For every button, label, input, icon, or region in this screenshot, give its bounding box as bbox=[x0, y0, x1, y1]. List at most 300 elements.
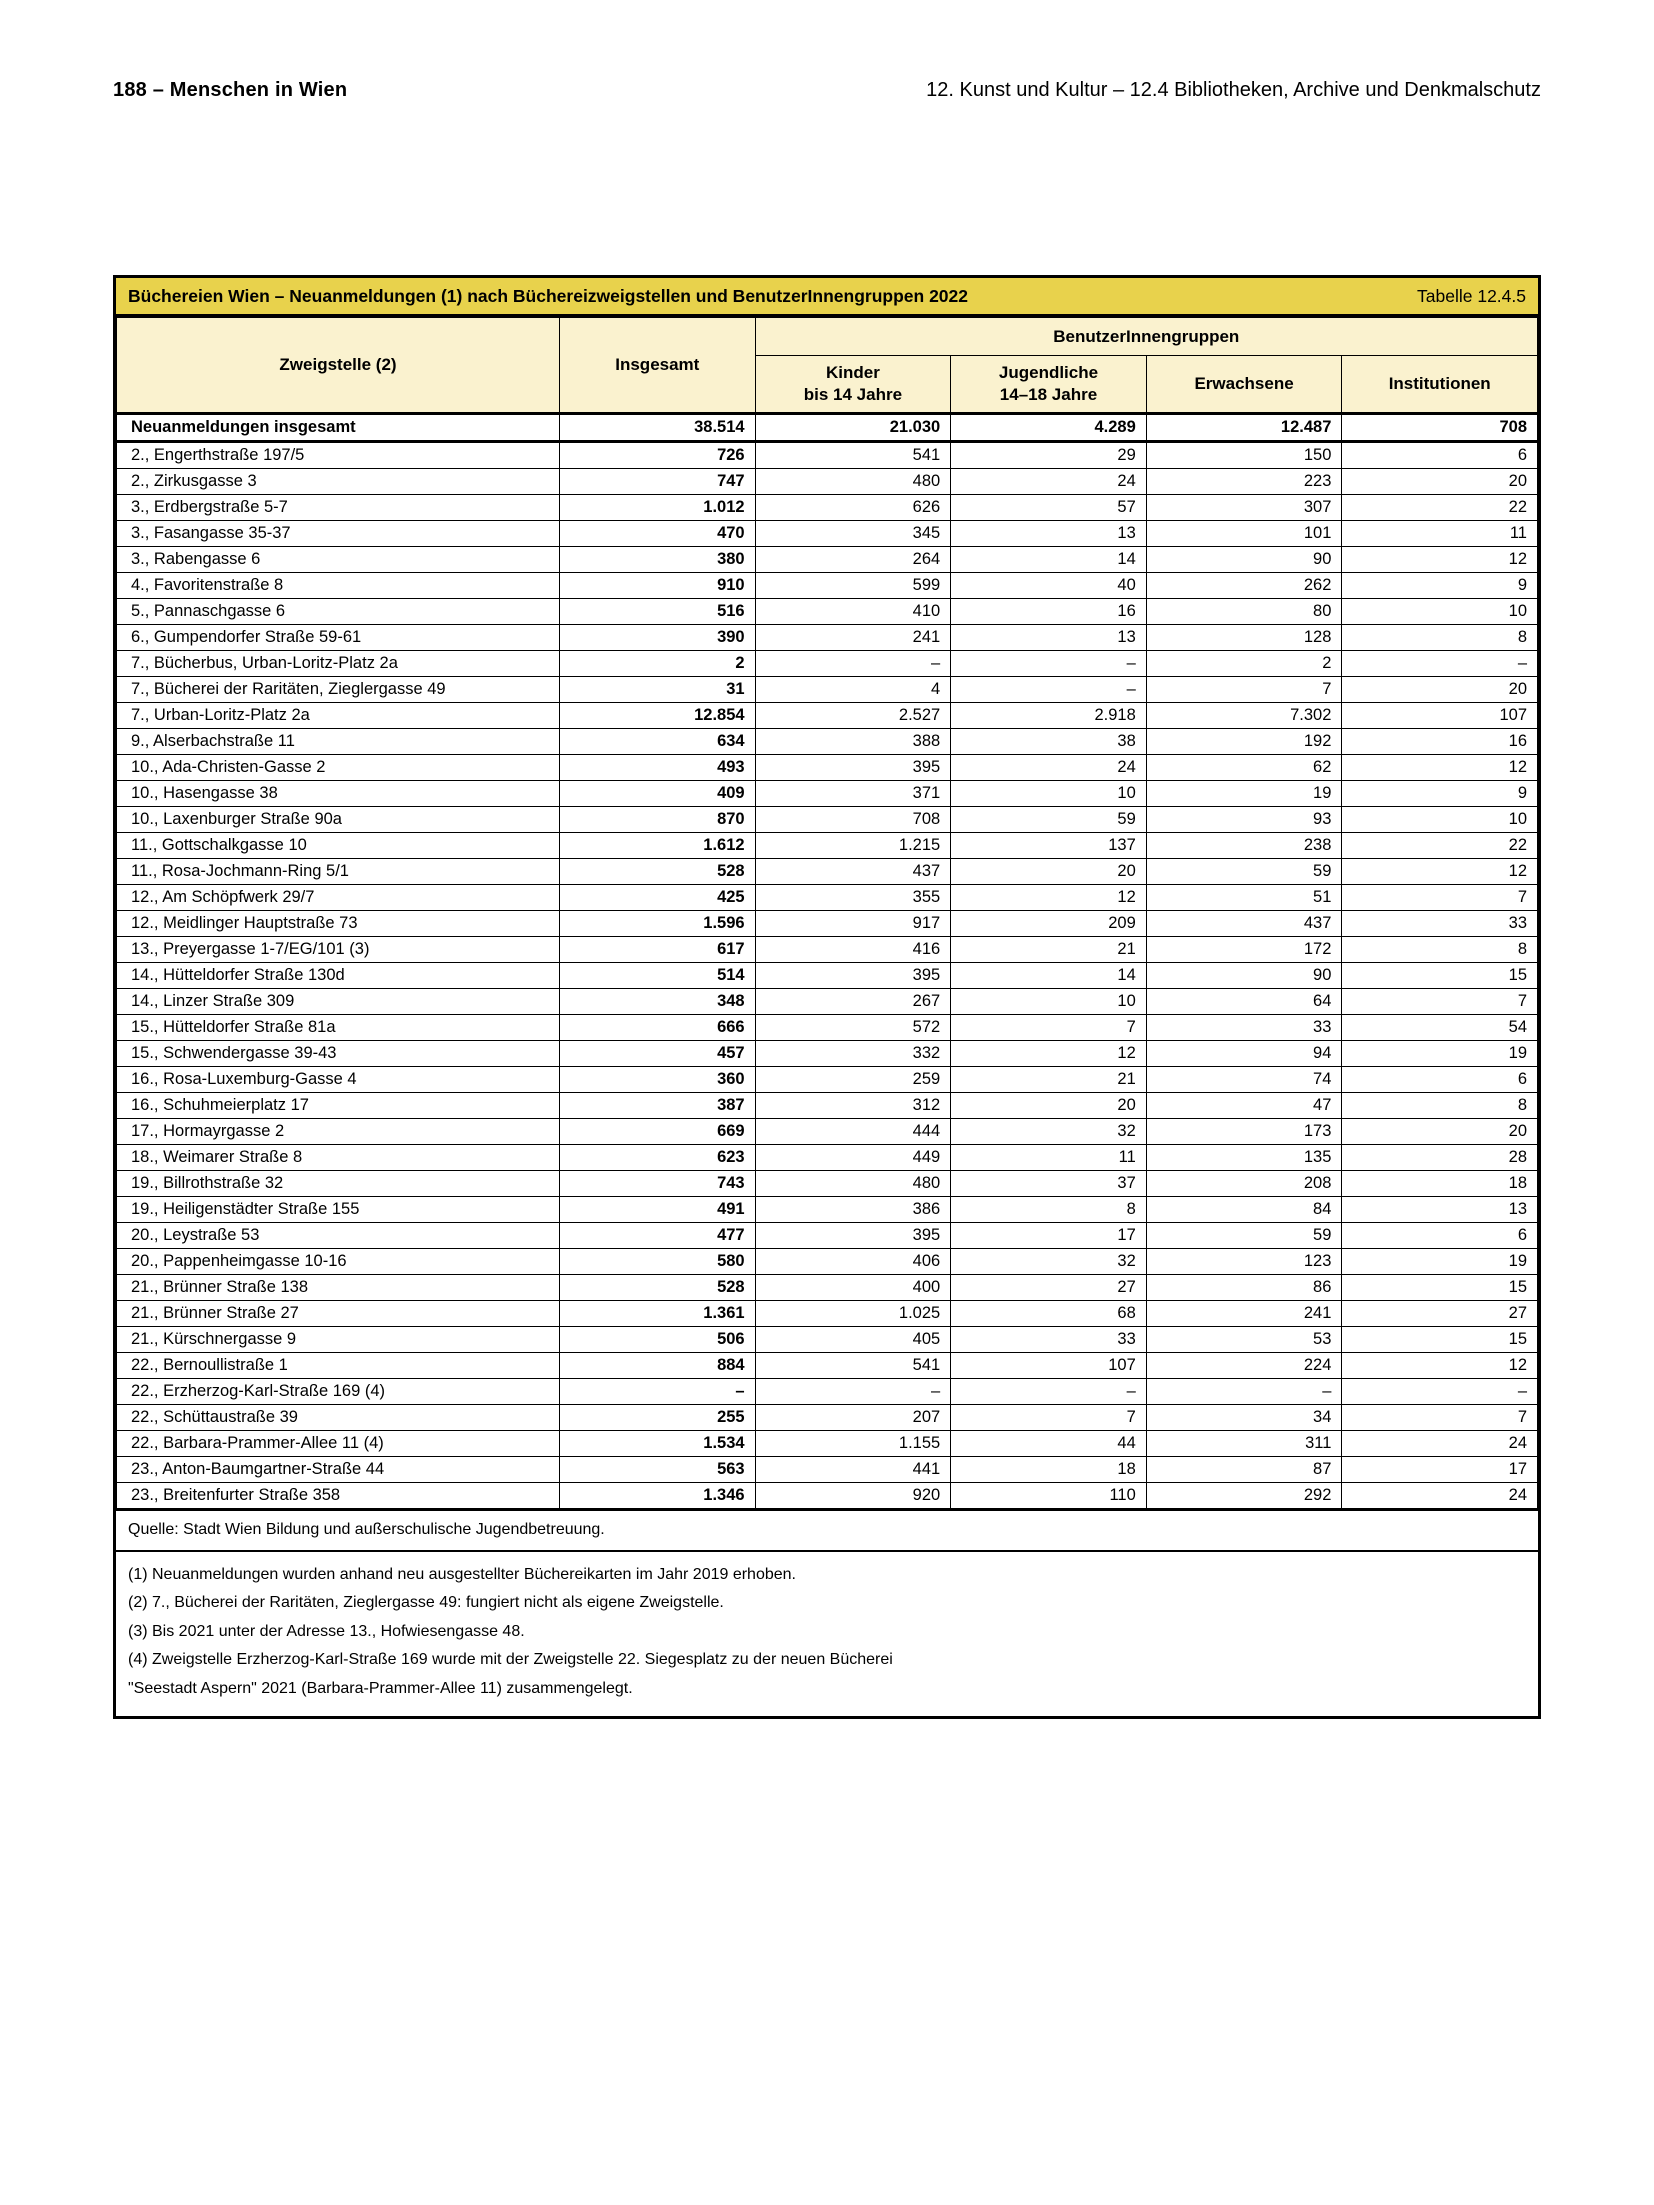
value-cell: 7 bbox=[1342, 1405, 1538, 1431]
value-cell: 93 bbox=[1146, 807, 1342, 833]
zweigstelle-cell: 22., Bernoullistraße 1 bbox=[117, 1353, 560, 1379]
zweigstelle-cell: 21., Brünner Straße 138 bbox=[117, 1275, 560, 1301]
table-row bbox=[117, 937, 1538, 963]
value-cell: 68 bbox=[951, 1301, 1147, 1327]
zweigstelle-cell: 6., Gumpendorfer Straße 59-61 bbox=[117, 625, 560, 651]
value-cell: 355 bbox=[755, 885, 951, 911]
value-cell: 388 bbox=[755, 729, 951, 755]
value-cell: 21.030 bbox=[755, 414, 951, 442]
table-row bbox=[117, 599, 1538, 625]
value-cell: 16 bbox=[951, 599, 1147, 625]
table-title-bar bbox=[116, 278, 1538, 317]
value-cell: 7.302 bbox=[1146, 703, 1342, 729]
value-cell: 870 bbox=[560, 807, 756, 833]
value-cell: 332 bbox=[755, 1041, 951, 1067]
value-cell: 395 bbox=[755, 755, 951, 781]
value-cell: 449 bbox=[755, 1145, 951, 1171]
value-cell: 34 bbox=[1146, 1405, 1342, 1431]
value-cell: 47 bbox=[1146, 1093, 1342, 1119]
value-cell: 599 bbox=[755, 573, 951, 599]
value-cell: 12 bbox=[1342, 547, 1538, 573]
table-row bbox=[117, 989, 1538, 1015]
value-cell: 24 bbox=[951, 469, 1147, 495]
value-cell: 7 bbox=[951, 1405, 1147, 1431]
table-row bbox=[117, 1327, 1538, 1353]
value-cell: 107 bbox=[951, 1353, 1147, 1379]
value-cell: 150 bbox=[1146, 442, 1342, 469]
value-cell: 110 bbox=[951, 1483, 1147, 1510]
value-cell: 669 bbox=[560, 1119, 756, 1145]
table-row bbox=[117, 521, 1538, 547]
value-cell: – bbox=[755, 651, 951, 677]
table-row bbox=[117, 859, 1538, 885]
value-cell: 12 bbox=[951, 885, 1147, 911]
value-cell: 135 bbox=[1146, 1145, 1342, 1171]
value-cell: 20 bbox=[1342, 1119, 1538, 1145]
table-row bbox=[117, 1457, 1538, 1483]
zweigstelle-cell: 10., Hasengasse 38 bbox=[117, 781, 560, 807]
table-row bbox=[117, 1119, 1538, 1145]
zweigstelle-cell: 22., Erzherzog-Karl-Straße 169 (4) bbox=[117, 1379, 560, 1405]
column-header-zweigstelle: Zweigstelle (2) bbox=[117, 318, 560, 414]
value-cell: 541 bbox=[755, 1353, 951, 1379]
value-cell: 13 bbox=[951, 625, 1147, 651]
zweigstelle-cell: 15., Hütteldorfer Straße 81a bbox=[117, 1015, 560, 1041]
value-cell: 10 bbox=[951, 989, 1147, 1015]
value-cell: 38 bbox=[951, 729, 1147, 755]
value-cell: 747 bbox=[560, 469, 756, 495]
value-cell: 22 bbox=[1342, 833, 1538, 859]
value-cell: 1.361 bbox=[560, 1301, 756, 1327]
value-cell: 634 bbox=[560, 729, 756, 755]
value-cell: 2 bbox=[560, 651, 756, 677]
zweigstelle-cell: 22., Barbara-Prammer-Allee 11 (4) bbox=[117, 1431, 560, 1457]
value-cell: 10 bbox=[1342, 599, 1538, 625]
value-cell: 44 bbox=[951, 1431, 1147, 1457]
table-row bbox=[117, 807, 1538, 833]
value-cell: 17 bbox=[1342, 1457, 1538, 1483]
value-cell: 348 bbox=[560, 989, 756, 1015]
zweigstelle-cell: 2., Engerthstraße 197/5 bbox=[117, 442, 560, 469]
table-row bbox=[117, 1223, 1538, 1249]
table-row bbox=[117, 1301, 1538, 1327]
value-cell: 910 bbox=[560, 573, 756, 599]
footnote-line: "Seestadt Aspern" 2021 (Barbara-Prammer-Allee 11) zusammengelegt. bbox=[128, 1679, 633, 1697]
value-cell: 292 bbox=[1146, 1483, 1342, 1510]
value-cell: 8 bbox=[1342, 1093, 1538, 1119]
value-cell: 9 bbox=[1342, 781, 1538, 807]
value-cell: 259 bbox=[755, 1067, 951, 1093]
value-cell: 380 bbox=[560, 547, 756, 573]
value-cell: 743 bbox=[560, 1171, 756, 1197]
kinder-line1: Kinder bbox=[825, 362, 880, 382]
zweigstelle-cell: 16., Rosa-Luxemburg-Gasse 4 bbox=[117, 1067, 560, 1093]
value-cell: 1.596 bbox=[560, 911, 756, 937]
value-cell: 241 bbox=[1146, 1301, 1342, 1327]
value-cell: 666 bbox=[560, 1015, 756, 1041]
value-cell: 360 bbox=[560, 1067, 756, 1093]
table-title: Büchereien Wien – Neuanmeldungen (1) nach Büchereizweigstellen und BenutzerInnengruppen 2022 bbox=[128, 285, 968, 306]
value-cell: 409 bbox=[560, 781, 756, 807]
value-cell: 29 bbox=[951, 442, 1147, 469]
table-row bbox=[117, 1379, 1538, 1405]
value-cell: 400 bbox=[755, 1275, 951, 1301]
value-cell: 223 bbox=[1146, 469, 1342, 495]
value-cell: 19 bbox=[1146, 781, 1342, 807]
value-cell: 86 bbox=[1146, 1275, 1342, 1301]
column-header-erwachsene: Erwachsene bbox=[1146, 356, 1342, 414]
page-header bbox=[113, 78, 1541, 102]
zweigstelle-cell: 3., Rabengasse 6 bbox=[117, 547, 560, 573]
value-cell: 209 bbox=[951, 911, 1147, 937]
value-cell: 208 bbox=[1146, 1171, 1342, 1197]
value-cell: 21 bbox=[951, 937, 1147, 963]
value-cell: 32 bbox=[951, 1119, 1147, 1145]
value-cell: 528 bbox=[560, 859, 756, 885]
value-cell: 267 bbox=[755, 989, 951, 1015]
value-cell: 386 bbox=[755, 1197, 951, 1223]
data-table bbox=[116, 317, 1538, 1511]
table-row bbox=[117, 755, 1538, 781]
value-cell: 477 bbox=[560, 1223, 756, 1249]
value-cell: 2.918 bbox=[951, 703, 1147, 729]
value-cell: 441 bbox=[755, 1457, 951, 1483]
zweigstelle-cell: 19., Heiligenstädter Straße 155 bbox=[117, 1197, 560, 1223]
total-row bbox=[117, 414, 1538, 442]
value-cell: 480 bbox=[755, 469, 951, 495]
value-cell: 53 bbox=[1146, 1327, 1342, 1353]
value-cell: 8 bbox=[1342, 937, 1538, 963]
value-cell: – bbox=[951, 651, 1147, 677]
value-cell: 10 bbox=[951, 781, 1147, 807]
zweigstelle-cell: 23., Anton-Baumgartner-Straße 44 bbox=[117, 1457, 560, 1483]
value-cell: 580 bbox=[560, 1249, 756, 1275]
zweigstelle-cell: 10., Laxenburger Straße 90a bbox=[117, 807, 560, 833]
value-cell: 623 bbox=[560, 1145, 756, 1171]
value-cell: 7 bbox=[1342, 885, 1538, 911]
table-row bbox=[117, 442, 1538, 469]
value-cell: 1.012 bbox=[560, 495, 756, 521]
zweigstelle-cell: 11., Rosa-Jochmann-Ring 5/1 bbox=[117, 859, 560, 885]
table-row bbox=[117, 1405, 1538, 1431]
table-row bbox=[117, 729, 1538, 755]
value-cell: 62 bbox=[1146, 755, 1342, 781]
value-cell: 33 bbox=[1342, 911, 1538, 937]
kinder-line2: bis 14 Jahre bbox=[803, 385, 903, 404]
table-row bbox=[117, 1145, 1538, 1171]
value-cell: 437 bbox=[1146, 911, 1342, 937]
value-cell: 311 bbox=[1146, 1431, 1342, 1457]
value-cell: 33 bbox=[1146, 1015, 1342, 1041]
value-cell: 2 bbox=[1146, 651, 1342, 677]
value-cell: 1.025 bbox=[755, 1301, 951, 1327]
value-cell: 21 bbox=[951, 1067, 1147, 1093]
value-cell: 8 bbox=[951, 1197, 1147, 1223]
value-cell: 224 bbox=[1146, 1353, 1342, 1379]
value-cell: 15 bbox=[1342, 963, 1538, 989]
value-cell: 38.514 bbox=[560, 414, 756, 442]
value-cell: 563 bbox=[560, 1457, 756, 1483]
table-row bbox=[117, 1249, 1538, 1275]
table-row bbox=[117, 963, 1538, 989]
zweigstelle-cell: 17., Hormayrgasse 2 bbox=[117, 1119, 560, 1145]
column-header-jugendliche bbox=[951, 356, 1147, 414]
zweigstelle-cell: 21., Brünner Straße 27 bbox=[117, 1301, 560, 1327]
value-cell: – bbox=[951, 1379, 1147, 1405]
table-row bbox=[117, 781, 1538, 807]
value-cell: 137 bbox=[951, 833, 1147, 859]
value-cell: 20 bbox=[951, 1093, 1147, 1119]
value-cell: 8 bbox=[1342, 625, 1538, 651]
value-cell: 22 bbox=[1342, 495, 1538, 521]
value-cell: 920 bbox=[755, 1483, 951, 1510]
value-cell: 207 bbox=[755, 1405, 951, 1431]
value-cell: 395 bbox=[755, 963, 951, 989]
value-cell: 541 bbox=[755, 442, 951, 469]
zweigstelle-cell: 7., Urban-Loritz-Platz 2a bbox=[117, 703, 560, 729]
table-row bbox=[117, 573, 1538, 599]
value-cell: 387 bbox=[560, 1093, 756, 1119]
value-cell: 514 bbox=[560, 963, 756, 989]
value-cell: 172 bbox=[1146, 937, 1342, 963]
table-row bbox=[117, 703, 1538, 729]
value-cell: 12 bbox=[1342, 1353, 1538, 1379]
value-cell: 13 bbox=[1342, 1197, 1538, 1223]
value-cell: 405 bbox=[755, 1327, 951, 1353]
zweigstelle-cell: 21., Kürschnergasse 9 bbox=[117, 1327, 560, 1353]
value-cell: 59 bbox=[1146, 859, 1342, 885]
zweigstelle-cell: 12., Am Schöpfwerk 29/7 bbox=[117, 885, 560, 911]
zweigstelle-cell: 7., Bücherei der Raritäten, Zieglergasse 49 bbox=[117, 677, 560, 703]
table-footnotes bbox=[116, 1550, 1538, 1716]
value-cell: 255 bbox=[560, 1405, 756, 1431]
value-cell: 17 bbox=[951, 1223, 1147, 1249]
zweigstelle-cell: 11., Gottschalkgasse 10 bbox=[117, 833, 560, 859]
value-cell: 20 bbox=[951, 859, 1147, 885]
value-cell: 10 bbox=[1342, 807, 1538, 833]
value-cell: 11 bbox=[951, 1145, 1147, 1171]
value-cell: 12 bbox=[951, 1041, 1147, 1067]
value-cell: 528 bbox=[560, 1275, 756, 1301]
table-row bbox=[117, 469, 1538, 495]
value-cell: 24 bbox=[1342, 1483, 1538, 1510]
table-row bbox=[117, 1197, 1538, 1223]
zweigstelle-cell: 3., Fasangasse 35-37 bbox=[117, 521, 560, 547]
jugendliche-line2: 14–18 Jahre bbox=[999, 385, 1098, 404]
value-cell: 101 bbox=[1146, 521, 1342, 547]
value-cell: 312 bbox=[755, 1093, 951, 1119]
zweigstelle-cell: 14., Hütteldorfer Straße 130d bbox=[117, 963, 560, 989]
footnote-line: (2) 7., Bücherei der Raritäten, Zieglergasse 49: fungiert nicht als eigene Zweigstelle. bbox=[128, 1594, 724, 1612]
value-cell: 64 bbox=[1146, 989, 1342, 1015]
table-row bbox=[117, 1041, 1538, 1067]
value-cell: 15 bbox=[1342, 1275, 1538, 1301]
zweigstelle-cell: 13., Preyergasse 1-7/EG/101 (3) bbox=[117, 937, 560, 963]
value-cell: 107 bbox=[1342, 703, 1538, 729]
value-cell: 128 bbox=[1146, 625, 1342, 651]
table-row bbox=[117, 885, 1538, 911]
value-cell: 262 bbox=[1146, 573, 1342, 599]
value-cell: 18 bbox=[1342, 1171, 1538, 1197]
value-cell: 33 bbox=[951, 1327, 1147, 1353]
value-cell: 16 bbox=[1342, 729, 1538, 755]
value-cell: 491 bbox=[560, 1197, 756, 1223]
table-source: Quelle: Stadt Wien Bildung und außerschulische Jugendbetreuung. bbox=[128, 1521, 605, 1538]
value-cell: 12.487 bbox=[1146, 414, 1342, 442]
value-cell: – bbox=[1146, 1379, 1342, 1405]
value-cell: 345 bbox=[755, 521, 951, 547]
value-cell: 4.289 bbox=[951, 414, 1147, 442]
value-cell: 1.215 bbox=[755, 833, 951, 859]
table-row bbox=[117, 495, 1538, 521]
value-cell: 20 bbox=[1342, 677, 1538, 703]
value-cell: 6 bbox=[1342, 442, 1538, 469]
value-cell: 24 bbox=[951, 755, 1147, 781]
value-cell: 14 bbox=[951, 547, 1147, 573]
value-cell: 4 bbox=[755, 677, 951, 703]
value-cell: 54 bbox=[1342, 1015, 1538, 1041]
table-row bbox=[117, 911, 1538, 937]
footnote-line: (4) Zweigstelle Erzherzog-Karl-Straße 169 wurde mit der Zweigstelle 22. Siegesplatz zu der neuen Bücherei bbox=[128, 1651, 893, 1669]
table-row bbox=[117, 1171, 1538, 1197]
zweigstelle-cell: 19., Billrothstraße 32 bbox=[117, 1171, 560, 1197]
column-header-insgesamt: Insgesamt bbox=[560, 318, 756, 414]
value-cell: 1.155 bbox=[755, 1431, 951, 1457]
value-cell: 708 bbox=[755, 807, 951, 833]
value-cell: 238 bbox=[1146, 833, 1342, 859]
value-cell: 457 bbox=[560, 1041, 756, 1067]
table-body bbox=[117, 414, 1538, 1510]
value-cell: 307 bbox=[1146, 495, 1342, 521]
value-cell: 617 bbox=[560, 937, 756, 963]
value-cell: 19 bbox=[1342, 1041, 1538, 1067]
value-cell: 27 bbox=[951, 1275, 1147, 1301]
page-number-title: 188 – Menschen in Wien bbox=[113, 79, 348, 101]
value-cell: 74 bbox=[1146, 1067, 1342, 1093]
table-row bbox=[117, 1431, 1538, 1457]
table-row bbox=[117, 651, 1538, 677]
column-group-benutzerinnengruppen: BenutzerInnengruppen bbox=[755, 318, 1537, 356]
value-cell: 470 bbox=[560, 521, 756, 547]
value-cell: 2.527 bbox=[755, 703, 951, 729]
zweigstelle-cell: 22., Schüttaustraße 39 bbox=[117, 1405, 560, 1431]
value-cell: 27 bbox=[1342, 1301, 1538, 1327]
value-cell: 7 bbox=[951, 1015, 1147, 1041]
value-cell: 7 bbox=[1342, 989, 1538, 1015]
value-cell: 94 bbox=[1146, 1041, 1342, 1067]
value-cell: 59 bbox=[951, 807, 1147, 833]
table-number: Tabelle 12.4.5 bbox=[1417, 285, 1526, 306]
table-row bbox=[117, 1275, 1538, 1301]
value-cell: 32 bbox=[951, 1249, 1147, 1275]
zweigstelle-cell: 20., Leystraße 53 bbox=[117, 1223, 560, 1249]
value-cell: 80 bbox=[1146, 599, 1342, 625]
zweigstelle-cell: 5., Pannaschgasse 6 bbox=[117, 599, 560, 625]
table-row bbox=[117, 1015, 1538, 1041]
value-cell: 18 bbox=[951, 1457, 1147, 1483]
table-row bbox=[117, 1067, 1538, 1093]
value-cell: 84 bbox=[1146, 1197, 1342, 1223]
value-cell: 917 bbox=[755, 911, 951, 937]
value-cell: 13 bbox=[951, 521, 1147, 547]
value-cell: 708 bbox=[1342, 414, 1538, 442]
zweigstelle-cell: 20., Pappenheimgasse 10-16 bbox=[117, 1249, 560, 1275]
value-cell: 87 bbox=[1146, 1457, 1342, 1483]
footnote-line: (3) Bis 2021 unter der Adresse 13., Hofwiesengasse 48. bbox=[128, 1622, 525, 1640]
zweigstelle-cell: 4., Favoritenstraße 8 bbox=[117, 573, 560, 599]
zweigstelle-cell: 9., Alserbachstraße 11 bbox=[117, 729, 560, 755]
value-cell: 6 bbox=[1342, 1223, 1538, 1249]
table-header bbox=[117, 318, 1538, 414]
value-cell: 24 bbox=[1342, 1431, 1538, 1457]
value-cell: – bbox=[560, 1379, 756, 1405]
value-cell: 12 bbox=[1342, 859, 1538, 885]
table-row bbox=[117, 677, 1538, 703]
value-cell: – bbox=[755, 1379, 951, 1405]
value-cell: 7 bbox=[1146, 677, 1342, 703]
value-cell: 1.346 bbox=[560, 1483, 756, 1510]
value-cell: 572 bbox=[755, 1015, 951, 1041]
value-cell: 6 bbox=[1342, 1067, 1538, 1093]
zweigstelle-cell: 15., Schwendergasse 39-43 bbox=[117, 1041, 560, 1067]
zweigstelle-cell: 14., Linzer Straße 309 bbox=[117, 989, 560, 1015]
value-cell: 371 bbox=[755, 781, 951, 807]
value-cell: 626 bbox=[755, 495, 951, 521]
statistics-table bbox=[113, 275, 1541, 1719]
table-row bbox=[117, 1353, 1538, 1379]
table-row bbox=[117, 833, 1538, 859]
value-cell: 410 bbox=[755, 599, 951, 625]
zweigstelle-cell: 10., Ada-Christen-Gasse 2 bbox=[117, 755, 560, 781]
value-cell: 28 bbox=[1342, 1145, 1538, 1171]
value-cell: 480 bbox=[755, 1171, 951, 1197]
value-cell: 390 bbox=[560, 625, 756, 651]
value-cell: 516 bbox=[560, 599, 756, 625]
value-cell: 123 bbox=[1146, 1249, 1342, 1275]
value-cell: 173 bbox=[1146, 1119, 1342, 1145]
value-cell: 9 bbox=[1342, 573, 1538, 599]
value-cell: 31 bbox=[560, 677, 756, 703]
value-cell: 241 bbox=[755, 625, 951, 651]
value-cell: 15 bbox=[1342, 1327, 1538, 1353]
chapter-title: 12. Kunst und Kultur – 12.4 Bibliotheken, Archive und Denkmalschutz bbox=[926, 79, 1541, 101]
value-cell: 12 bbox=[1342, 755, 1538, 781]
value-cell: 395 bbox=[755, 1223, 951, 1249]
value-cell: 14 bbox=[951, 963, 1147, 989]
value-cell: 416 bbox=[755, 937, 951, 963]
value-cell: – bbox=[1342, 1379, 1538, 1405]
value-cell: 11 bbox=[1342, 521, 1538, 547]
zweigstelle-cell: 3., Erdbergstraße 5-7 bbox=[117, 495, 560, 521]
table-row bbox=[117, 625, 1538, 651]
value-cell: 425 bbox=[560, 885, 756, 911]
table-row bbox=[117, 1093, 1538, 1119]
zweigstelle-cell: 12., Meidlinger Hauptstraße 73 bbox=[117, 911, 560, 937]
footnote-line: (1) Neuanmeldungen wurden anhand neu ausgestellter Büchereikarten im Jahr 2019 erhoben. bbox=[128, 1566, 796, 1583]
value-cell: 12.854 bbox=[560, 703, 756, 729]
table-row bbox=[117, 1483, 1538, 1510]
value-cell: 506 bbox=[560, 1327, 756, 1353]
value-cell: 1.612 bbox=[560, 833, 756, 859]
value-cell: 59 bbox=[1146, 1223, 1342, 1249]
value-cell: – bbox=[951, 677, 1147, 703]
column-header-institutionen: Institutionen bbox=[1342, 356, 1538, 414]
zweigstelle-cell: 18., Weimarer Straße 8 bbox=[117, 1145, 560, 1171]
jugendliche-line1: Jugendliche bbox=[998, 362, 1099, 382]
value-cell: 444 bbox=[755, 1119, 951, 1145]
value-cell: 192 bbox=[1146, 729, 1342, 755]
value-cell: 884 bbox=[560, 1353, 756, 1379]
